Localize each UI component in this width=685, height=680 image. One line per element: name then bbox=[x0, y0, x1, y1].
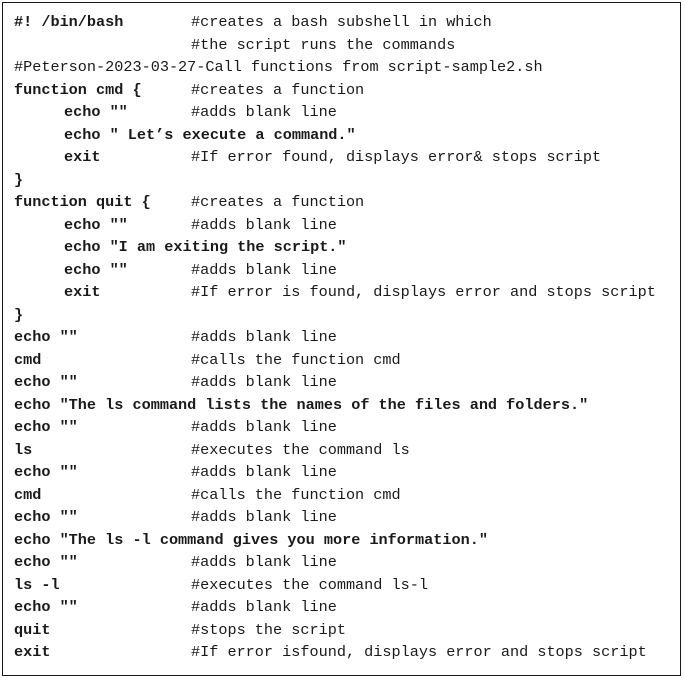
code-statement: ls bbox=[14, 440, 33, 459]
code-comment: #adds blank line bbox=[191, 103, 337, 121]
code-comment: #executes the command ls-l bbox=[191, 575, 428, 594]
code-comment: #If error found, displays error& stops script bbox=[191, 148, 602, 166]
code-statement: } bbox=[14, 170, 24, 189]
code-statement: function cmd { bbox=[14, 80, 142, 99]
code-comment: #the script runs the commands bbox=[191, 35, 456, 54]
code-comment: #adds blank line bbox=[191, 553, 337, 571]
code-comment: #creates a function bbox=[191, 80, 365, 99]
code-comment: #adds blank line bbox=[191, 463, 337, 481]
code-comment: #calls the function cmd bbox=[191, 350, 401, 369]
code-statement: quit bbox=[14, 620, 51, 639]
code-statement: echo "The ls command lists the names of the files and folders." bbox=[14, 395, 589, 414]
code-statement: ls -l bbox=[14, 575, 60, 594]
code-comment: #adds blank line bbox=[191, 373, 337, 391]
code-statement: echo "" bbox=[14, 553, 78, 571]
code-statement: echo "I am exiting the script." bbox=[64, 238, 347, 256]
code-statement: function quit { bbox=[14, 193, 151, 211]
code-statement: echo "" bbox=[14, 373, 78, 391]
code-comment: #executes the command ls bbox=[191, 440, 410, 459]
code-comment: #adds blank line bbox=[191, 508, 337, 526]
code-statement: exit bbox=[64, 283, 101, 301]
code-comment: #adds blank line bbox=[191, 328, 337, 346]
code-statement: echo "" bbox=[14, 418, 78, 436]
code-comment: #adds blank line bbox=[191, 598, 337, 616]
code-comment: #calls the function cmd bbox=[191, 485, 401, 504]
code-statement: cmd bbox=[14, 485, 42, 504]
code-statement: #! /bin/bash bbox=[14, 13, 124, 31]
code-comment: #stops the script bbox=[191, 620, 346, 639]
code-comment: #If error isfound, displays error and stops script bbox=[191, 643, 647, 661]
code-statement: exit bbox=[64, 148, 101, 166]
code-listing-frame bbox=[2, 2, 681, 676]
code-statement: echo "" bbox=[14, 328, 78, 346]
script-header-comment: #Peterson-2023-03-27-Call functions from script-sample2.sh bbox=[14, 58, 543, 76]
code-comment: #adds blank line bbox=[191, 418, 337, 436]
code-statement: echo "" bbox=[64, 215, 128, 234]
code-statement: echo "" bbox=[14, 598, 78, 616]
code-statement: exit bbox=[14, 643, 51, 661]
code-statement: echo "" bbox=[14, 508, 78, 526]
code-comment: #creates a bash subshell in which bbox=[191, 13, 492, 31]
code-comment: #adds blank line bbox=[191, 215, 337, 234]
code-statement: } bbox=[14, 305, 24, 324]
code-comment: #adds blank line bbox=[191, 260, 337, 279]
code-statement: cmd bbox=[14, 350, 42, 369]
code-statement: echo "" bbox=[64, 103, 128, 121]
code-statement: echo "" bbox=[14, 463, 78, 481]
code-comment: #If error is found, displays error and stops script bbox=[191, 283, 656, 301]
code-statement: echo "" bbox=[64, 260, 128, 279]
code-comment: #creates a function bbox=[191, 193, 365, 211]
code-statement: echo " Let’s execute a command." bbox=[64, 125, 356, 144]
code-statement: echo "The ls -l command gives you more information." bbox=[14, 530, 488, 549]
